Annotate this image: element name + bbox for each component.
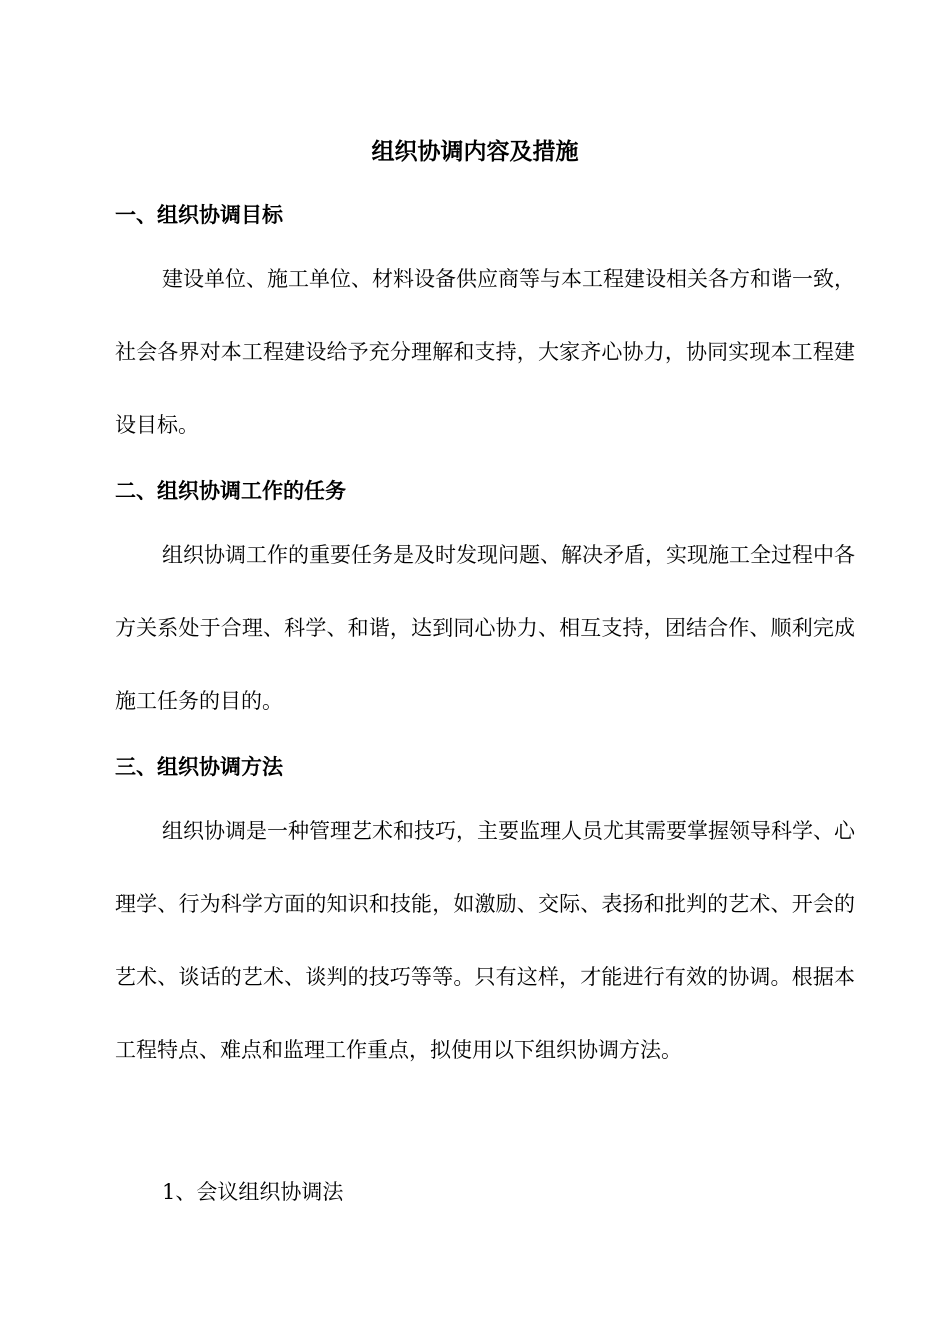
section-paragraph-tasks: 组织协调工作的重要任务是及时发现问题、解决矛盾，实现施工全过程中各方关系处于合理、科学、和谐，达到同心协力、相互支持，团结合作、顺利完成施工任务的目的。 <box>115 543 855 713</box>
section-paragraph-goals: 建设单位、施工单位、材料设备供应商等与本工程建设相关各方和谐一致，社会各界对本工程建设给予充分理解和支持，大家齐心协力，协同实现本工程建设目标。 <box>115 267 855 437</box>
page-title: 组织协调内容及措施 <box>371 138 579 165</box>
section-heading-tasks: 二、组织协调工作的任务 <box>115 478 346 503</box>
section-paragraph-methods: 组织协调是一种管理艺术和技巧，主要监理人员尤其需要掌握领导科学、心理学、行为科学方面的知识和技能，如激励、交际、表扬和批判的艺术、开会的艺术、谈话的艺术、谈判的技巧等等。只有这样，才能进行有效的协调。根据本工程特点、难点和监理工作重点，拟使用以下组织协调方法。 <box>115 819 855 1062</box>
list-item-meeting-method: 1、会议组织协调法 <box>162 1180 344 1204</box>
section-heading-methods: 三、组织协调方法 <box>115 754 283 779</box>
section-heading-goals: 一、组织协调目标 <box>115 202 283 227</box>
